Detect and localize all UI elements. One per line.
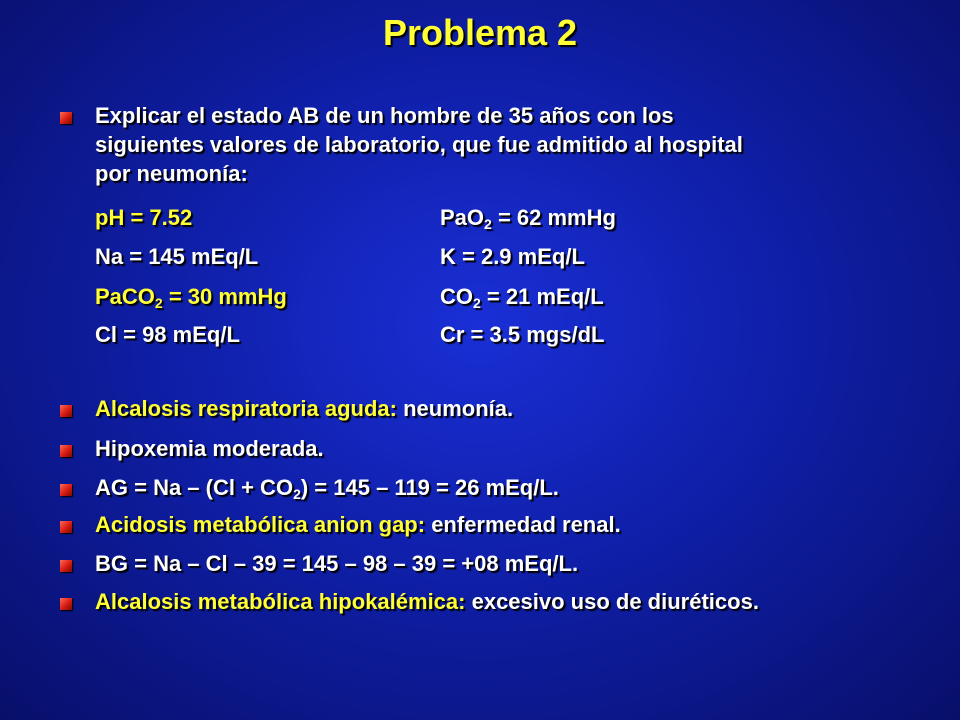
- intro-line-3: por neumonía:: [95, 161, 248, 186]
- lab-paco2: PaCO$_2$ = 30 mmHg: [95, 284, 287, 311]
- point-alcalosis-metabolica: Alcalosis metabólica hipokalémica: excesivo uso de diuréticos.: [95, 589, 759, 614]
- slide-title: Problema 2: [382, 12, 578, 53]
- lab-pao2: PaO$_2$ = 62 mmHg: [440, 205, 616, 232]
- bullet-icon: [60, 445, 72, 457]
- point-alcalosis-respiratoria: Alcalosis respiratoria aguda: neumonía.: [95, 396, 514, 421]
- bullet-icon: [60, 112, 72, 124]
- intro-line-2: siguientes valores de laboratorio, que fue admitido al hospital: [95, 132, 743, 157]
- bullet-icon: [60, 598, 72, 610]
- bullet-icon: [60, 521, 72, 533]
- point-bicarbonate-gap: BG = Na – Cl – 39 = 145 – 98 – 39 = +08 mEq/L.: [95, 551, 579, 576]
- lab-cl: Cl = 98 mEq/L: [95, 322, 240, 347]
- bullet-icon: [60, 560, 72, 572]
- lab-na: Na = 145 mEq/L: [95, 244, 259, 269]
- point-acidosis-metabolica: Acidosis metabólica anion gap: enfermedad renal.: [95, 512, 621, 537]
- lab-k: K = 2.9 mEq/L: [440, 244, 585, 269]
- lab-ph: pH = 7.52: [95, 205, 193, 230]
- point-anion-gap: AG = $Na - (Cl + CO_2) = 145 - 119 = 26$ mEq/L.: [95, 475, 559, 502]
- lab-cr: Cr = 3.5 mgs/dL: [440, 322, 605, 347]
- point-hipoxemia: Hipoxemia moderada.: [95, 436, 324, 461]
- lab-co2: $CO_2 = 21$ mEq/L: [440, 284, 604, 311]
- bullet-icon: [60, 484, 72, 496]
- bullet-icon: [60, 405, 72, 417]
- intro-line-1: Explicar el estado AB de un hombre de 35 años con los: [95, 103, 674, 128]
